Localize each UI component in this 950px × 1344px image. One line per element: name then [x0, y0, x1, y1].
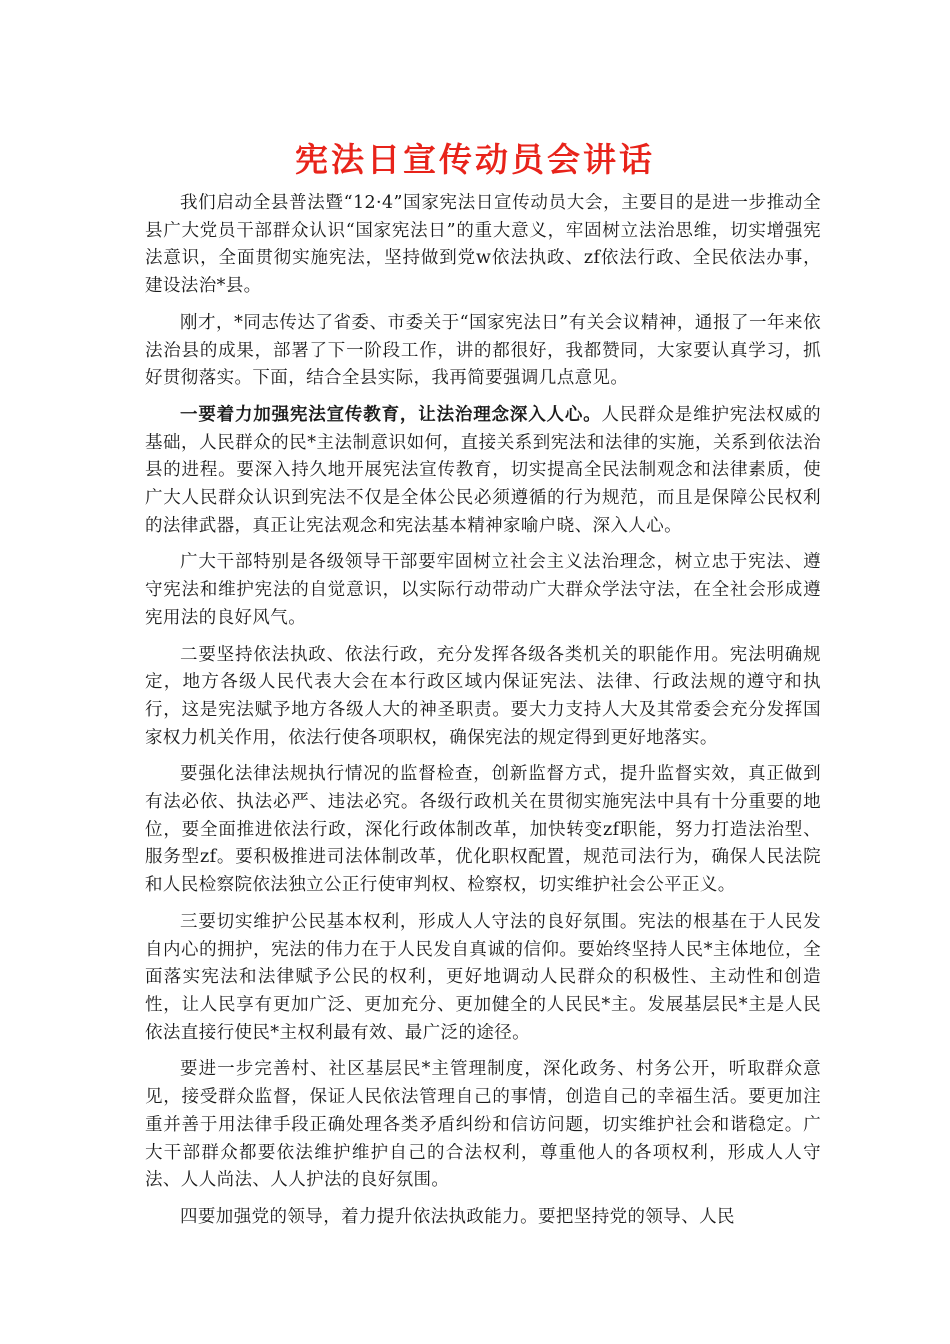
paragraph-text: 要进一步完善村、社区基层民*主管理制度，深化政务、村务公开，听取群众意见，接受群众监督，保证人民依法管理自己的事情，创造自己的幸福生活。要更加注重并善于用法律手段正确处理各类矛盾纠纷和信访问题，切实维护社会和谐稳定。广大干部群众都要依法维护维护自己的合法权利，尊重他人的各项权利，形成人人守法、人人尚法、人人护法的良好氛围。 — [145, 1059, 821, 1191]
paragraph-text: 二要坚持依法执政、依法行政，充分发挥各级各类机关的职能作用。宪法明确规定，地方各级人民代表大会在本行政区域内保证宪法、法律、行政法规的遵守和执行，这是宪法赋予地方各级人大的神圣职责。要大力支持人大及其常委会充分发挥国家权力机关作用，依法行使各项职权，确保宪法的规定得到更好地落实。 — [145, 644, 821, 748]
paragraph-lead-heading: 一要着力加强宪法宣传教育，让法治理念深入人心。 — [180, 404, 602, 425]
paragraph-text: 三要切实维护公民基本权利，形成人人守法的良好氛围。宪法的根基在于人民发自内心的拥护，宪法的伟力在于人民发自真诚的信仰。要始终坚持人民*主体地位，全面落实宪法和法律赋予公民的权利，更好地调动人民群众的积极性、主动性和创造性，让人民享有更加广泛、更加充分、更加健全的人民民*主。发展基层民*主是人民依法直接行使民*主权利最有效、最广泛的途径。 — [145, 911, 821, 1043]
document-body — [145, 190, 821, 1241]
paragraph-7 — [145, 909, 821, 1048]
paragraph-2 — [145, 310, 821, 393]
paragraph-9 — [145, 1204, 821, 1232]
paragraph-5 — [145, 642, 821, 753]
paragraph-3 — [145, 402, 821, 541]
paragraph-text: 刚才，*同志传达了省委、市委关于“国家宪法日”有关会议精神，通报了一年来依法治县的成果，部署了下一阶段工作，讲的都很好，我都赞同，大家要认真学习，抓好贯彻落实。下面，结合全县实际，我再简要强调几点意见。 — [145, 312, 821, 389]
paragraph-8 — [145, 1056, 821, 1195]
document-title: 宪法日宣传动员会讲话 — [295, 140, 655, 179]
paragraph-1 — [145, 190, 821, 301]
paragraph-text: 我们启动全县普法暨“12·4”国家宪法日宣传动员大会，主要目的是进一步推动全县广大党员干部群众认识“国家宪法日”的重大意义，牢固树立法治思维，切实增强宪法意识，全面贯彻实施宪法，坚持做到党w依法执政、zf依法行政、全民依法办事，建设法治*县。 — [145, 193, 821, 297]
paragraph-text: 广大干部特别是各级领导干部要牢固树立社会主义法治理念，树立忠于宪法、遵守宪法和维护宪法的自觉意识，以实际行动带动广大群众学法守法，在全社会形成遵宪用法的良好风气。 — [145, 552, 821, 628]
paragraph-text: 四要加强党的领导，着力提升依法执政能力。要把坚持党的领导、人民 — [180, 1206, 735, 1227]
paragraph-text: 人民群众是维护宪法权威的基础，人民群众的民*主法制意识如何，直接关系到宪法和法律的实施，关系到依法治县的进程。要深入持久地开展宪法宣传教育，切实提高全民法制观念和法律素质，使广大人民群众认识到宪法不仅是全体公民必须遵循的行为规范，而且是保障公民权利的法律武器，真正让宪法观念和宪法基本精神家喻户晓、深入人心。 — [145, 404, 821, 536]
paragraph-4 — [145, 549, 821, 632]
paragraph-6 — [145, 761, 821, 900]
paragraph-text: 要强化法律法规执行情况的监督检查，创新监督方式，提升监督实效，真正做到有法必依、执法必严、违法必究。各级行政机关在贯彻实施宪法中具有十分重要的地位，要全面推进依法行政，深化行政体制改革，加快转变zf职能，努力打造法治型、服务型zf。要积极推进司法体制改革，优化职权配置，规范司法行为，确保人民法院和人民检察院依法独立公正行使审判权、检察权，切实维护社会公平正义。 — [145, 764, 821, 896]
